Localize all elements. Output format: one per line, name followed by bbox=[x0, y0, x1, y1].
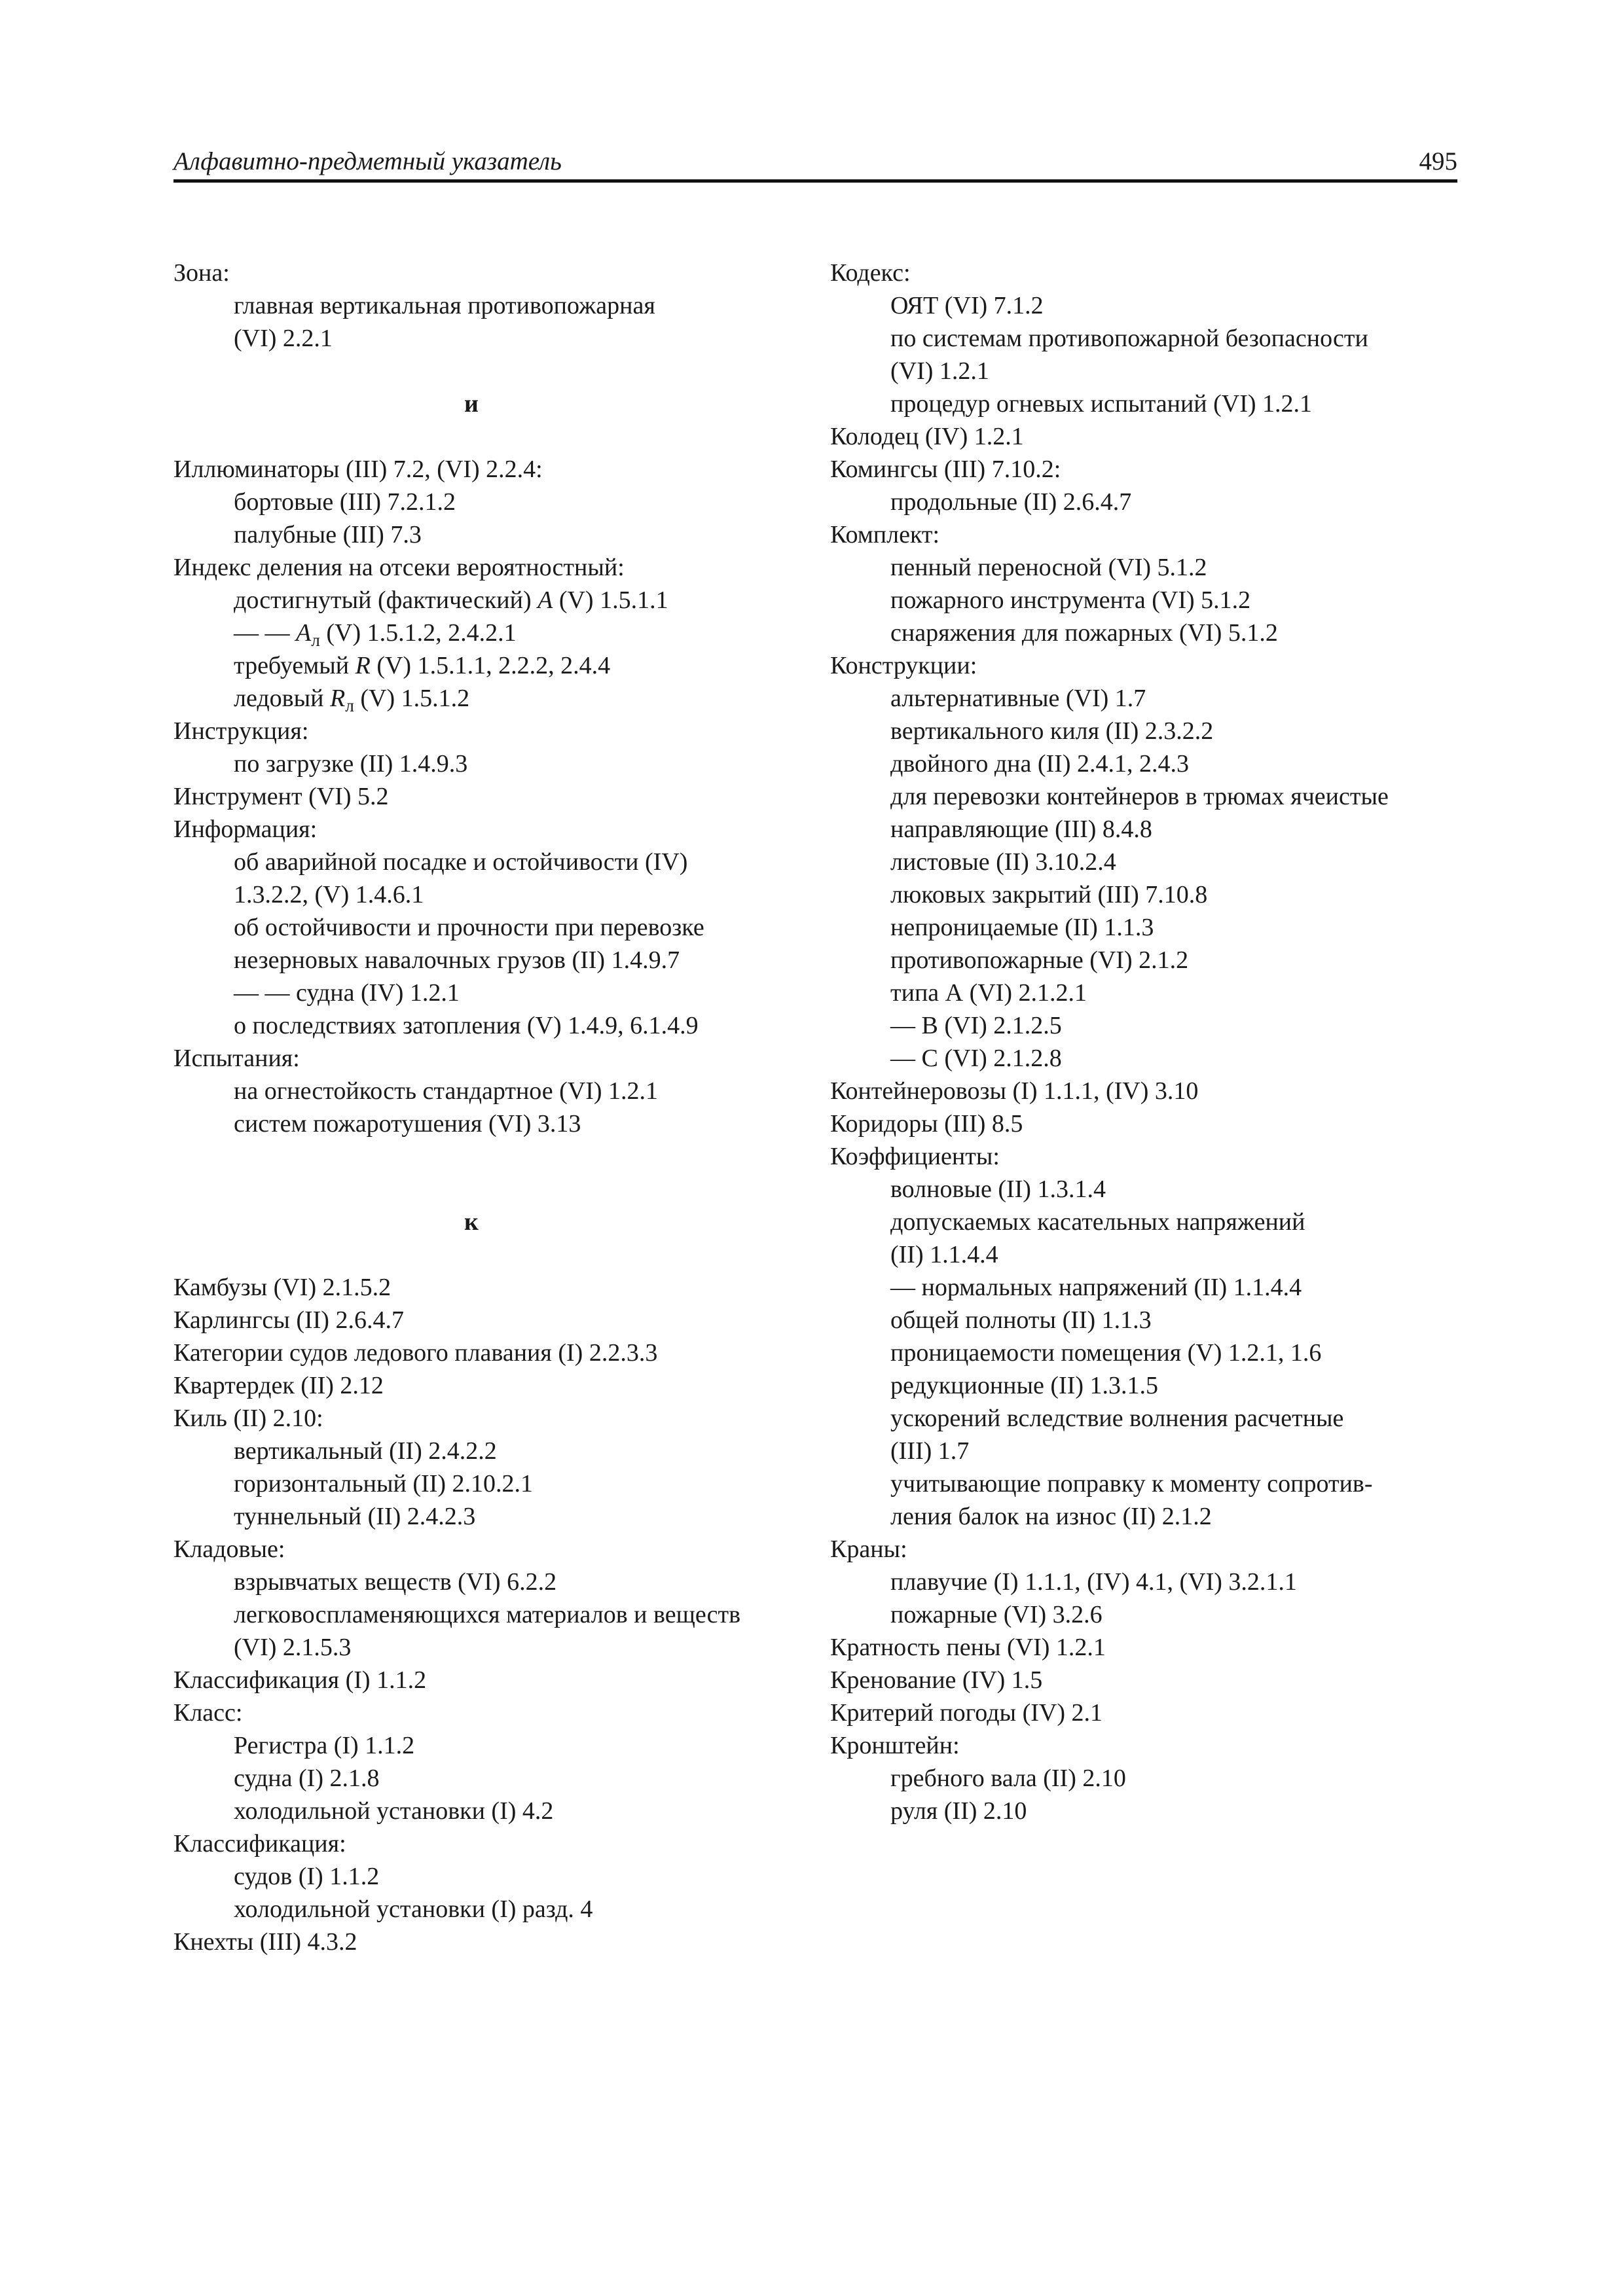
entry-text: (V) 1.5.1.1 bbox=[553, 586, 668, 614]
index-subentry: проницаемости помещения (V) 1.2.1, 1.6 bbox=[890, 1339, 1322, 1367]
index-subentry: — — судна (IV) 1.2.1 bbox=[234, 979, 460, 1007]
index-subentry: волновые (II) 1.3.1.4 bbox=[890, 1175, 1106, 1203]
index-subentry: по системам противопожарной безопасности bbox=[890, 325, 1368, 352]
index-subentry bbox=[173, 584, 815, 617]
index-subentry: процедур огневых испытаний (VI) 1.2.1 bbox=[890, 390, 1313, 418]
index-subentry: холодильной установки (I) разд. 4 bbox=[234, 1895, 593, 1923]
index-subentry: об остойчивости и прочности при перевозке bbox=[234, 914, 704, 941]
index-subentry: на огнестойкость стандартное (VI) 1.2.1 bbox=[234, 1077, 659, 1105]
index-entry-klass: Класс: bbox=[173, 1699, 243, 1727]
index-subentry: главная вертикальная противопожарная bbox=[234, 292, 655, 319]
index-subentry: непроницаемые (II) 1.1.3 bbox=[890, 914, 1154, 941]
index-entry-karlingsy: Карлингсы (II) 2.6.4.7 bbox=[173, 1306, 404, 1334]
index-entry-koridory: Коридоры (III) 8.5 bbox=[830, 1110, 1023, 1138]
index-entry-koefficienty: Коэффициенты: bbox=[830, 1143, 1000, 1170]
index-subentry: бортовые (III) 7.2.1.2 bbox=[234, 488, 456, 516]
index-subentry: горизонтальный (II) 2.10.2.1 bbox=[234, 1470, 533, 1498]
index-entry-kronshtein: Кронштейн: bbox=[830, 1732, 960, 1759]
index-subentry: пенный переносной (VI) 5.1.2 bbox=[890, 554, 1207, 581]
index-subentry: ОЯТ (VI) 7.1.2 bbox=[890, 292, 1044, 319]
index-subentry: общей полноты (II) 1.1.3 bbox=[890, 1306, 1152, 1334]
index-subentry: альтернативные (VI) 1.7 bbox=[890, 685, 1146, 712]
index-subentry: руля (II) 2.10 bbox=[890, 1797, 1027, 1825]
index-subentry: палубные (III) 7.3 bbox=[234, 521, 422, 548]
page-header bbox=[173, 143, 1457, 183]
index-subentry: плавучие (I) 1.1.1, (IV) 4.1, (VI) 3.2.1.1 bbox=[890, 1568, 1297, 1596]
index-entry-informaciya: Информация: bbox=[173, 816, 318, 843]
index-subentry: — нормальных напряжений (II) 1.1.4.4 bbox=[890, 1274, 1302, 1301]
entry-text: — — bbox=[234, 619, 296, 647]
index-entry-illuminatory: Иллюминаторы (III) 7.2, (VI) 2.2.4: bbox=[173, 456, 543, 483]
index-entry-kil: Киль (II) 2.10: bbox=[173, 1405, 323, 1432]
index-subentry: (VI) 1.2.1 bbox=[890, 357, 989, 385]
index-entry-konteinerovozy: Контейнеровозы (I) 1.1.1, (IV) 3.10 bbox=[830, 1077, 1199, 1105]
entry-text: (V) 1.5.1.2 bbox=[354, 685, 470, 712]
index-entry-knehty: Кнехты (III) 4.3.2 bbox=[173, 1928, 357, 1956]
index-subentry: снаряжения для пожарных (VI) 5.1.2 bbox=[890, 619, 1278, 647]
index-subentry: люковых закрытий (III) 7.10.8 bbox=[890, 881, 1208, 908]
index-subentry: о последствиях затопления (V) 1.4.9, 6.1.4.9 bbox=[234, 1012, 699, 1039]
index-entry-kolodec: Колодец (IV) 1.2.1 bbox=[830, 423, 1024, 450]
index-subentry: легковоспламеняющихся материалов и веществ bbox=[234, 1601, 741, 1628]
index-entry-zona: Зона: bbox=[173, 259, 230, 287]
index-subentry: продольные (II) 2.6.4.7 bbox=[890, 488, 1132, 516]
index-subentry: по загрузке (II) 1.4.9.3 bbox=[234, 750, 468, 778]
index-subentry: (VI) 2.1.5.3 bbox=[234, 1634, 352, 1661]
spacer bbox=[173, 1140, 815, 1206]
index-subentry: пожарного инструмента (VI) 5.1.2 bbox=[890, 586, 1251, 614]
symbol-a: A bbox=[296, 619, 312, 647]
index-entry-instrument: Инструмент (VI) 5.2 bbox=[173, 783, 389, 810]
index-subentry bbox=[173, 617, 815, 649]
index-subentry: гребного вала (II) 2.10 bbox=[890, 1765, 1126, 1792]
spacer bbox=[173, 355, 815, 387]
index-subentry: туннельный (II) 2.4.2.3 bbox=[234, 1503, 476, 1530]
index-subentry: учитывающие поправку к моменту сопротив- bbox=[890, 1470, 1373, 1498]
index-subentry: противопожарные (VI) 2.1.2 bbox=[890, 946, 1189, 974]
index-subentry: направляющие (III) 8.4.8 bbox=[890, 816, 1152, 843]
section-letter-i: и bbox=[464, 390, 479, 418]
index-entry-krany: Краны: bbox=[830, 1535, 907, 1563]
symbol-a: A bbox=[538, 586, 553, 614]
page-number: 495 bbox=[1419, 147, 1457, 175]
index-subentry: — В (VI) 2.1.2.5 bbox=[890, 1012, 1062, 1039]
index-subentry: редукционные (II) 1.3.1.5 bbox=[890, 1372, 1159, 1399]
index-subentry: для перевозки контейнеров в трюмах ячеистые bbox=[890, 783, 1389, 810]
index-entry-komingsy: Комингсы (III) 7.10.2: bbox=[830, 456, 1061, 483]
symbol-subscript: л bbox=[345, 696, 354, 716]
index-entry-instrukciya: Инструкция: bbox=[173, 717, 309, 745]
index-entry-kratnost: Кратность пены (VI) 1.2.1 bbox=[830, 1634, 1106, 1661]
index-subentry: вертикальный (II) 2.4.2.2 bbox=[234, 1437, 497, 1465]
spacer bbox=[173, 1238, 815, 1271]
index-subentry: (VI) 2.2.1 bbox=[234, 325, 333, 352]
index-entry-kriterij: Критерий погоды (IV) 2.1 bbox=[830, 1699, 1103, 1727]
index-subentry: незерновых навалочных грузов (II) 1.4.9.7 bbox=[234, 946, 680, 974]
index-subentry: Регистра (I) 1.1.2 bbox=[234, 1732, 415, 1759]
entry-text: ледовый bbox=[234, 685, 330, 712]
index-entry-kodeks: Кодекс: bbox=[830, 259, 911, 287]
index-column-left bbox=[173, 257, 815, 1958]
index-entry-kambuzy: Камбузы (VI) 2.1.5.2 bbox=[173, 1274, 392, 1301]
index-entry-konstrukcii: Конструкции: bbox=[830, 652, 977, 679]
index-entry-klassifikaciya: Классификация (I) 1.1.2 bbox=[173, 1666, 427, 1694]
symbol-subscript: л bbox=[311, 630, 320, 651]
index-subentry: вертикального киля (II) 2.3.2.2 bbox=[890, 717, 1214, 745]
index-subentry: систем пожаротушения (VI) 3.13 bbox=[234, 1110, 581, 1138]
entry-text: (V) 1.5.1.1, 2.2.2, 2.4.4 bbox=[370, 652, 611, 679]
index-subentry: взрывчатых веществ (VI) 6.2.2 bbox=[234, 1568, 557, 1596]
header-title: Алфавитно-предметный указатель bbox=[173, 147, 562, 175]
index-subentry: 1.3.2.2, (V) 1.4.6.1 bbox=[234, 881, 424, 908]
index-subentry: судна (I) 2.1.8 bbox=[234, 1765, 380, 1792]
index-entry-komplekt: Комплект: bbox=[830, 521, 940, 548]
section-letter-k: к bbox=[464, 1208, 479, 1236]
spacer bbox=[173, 420, 815, 453]
index-subentry: (II) 1.1.4.4 bbox=[890, 1241, 998, 1268]
symbol-r: R bbox=[329, 685, 346, 712]
index-subentry bbox=[173, 682, 815, 715]
index-subentry: двойного дна (II) 2.4.1, 2.4.3 bbox=[890, 750, 1189, 778]
index-subentry: холодильной установки (I) 4.2 bbox=[234, 1797, 554, 1825]
index-entry-krenovanie: Кренование (IV) 1.5 bbox=[830, 1666, 1043, 1694]
index-entry-indeks: Индекс деления на отсеки вероятностный: bbox=[173, 554, 625, 581]
index-subentry: ускорений вследствие волнения расчетные bbox=[890, 1405, 1344, 1432]
index-subentry bbox=[173, 649, 815, 682]
index-entry-kladovye: Кладовые: bbox=[173, 1535, 285, 1563]
index-subentry: — С (VI) 2.1.2.8 bbox=[890, 1045, 1062, 1072]
index-subentry: об аварийной посадке и остойчивости (IV) bbox=[234, 848, 688, 876]
index-subentry: (III) 1.7 bbox=[890, 1437, 970, 1465]
index-entry-ispytaniya: Испытания: bbox=[173, 1045, 300, 1072]
index-subentry: пожарные (VI) 3.2.6 bbox=[890, 1601, 1103, 1628]
index-subentry: типа А (VI) 2.1.2.1 bbox=[890, 979, 1087, 1007]
index-entry-kvarterdek: Квартердек (II) 2.12 bbox=[173, 1372, 384, 1399]
index-subentry: допускаемых касательных напряжений bbox=[890, 1208, 1305, 1236]
entry-text: (V) 1.5.1.2, 2.4.2.1 bbox=[319, 619, 517, 647]
index-entry-klassifikaciya-2: Классификация: bbox=[173, 1830, 346, 1857]
index-entry-kategorii: Категории судов ледового плавания (I) 2.2.3.3 bbox=[173, 1339, 658, 1367]
entry-text: достигнутый (фактический) bbox=[234, 586, 538, 614]
index-subentry: судов (I) 1.1.2 bbox=[234, 1863, 380, 1890]
entry-text: требуемый bbox=[234, 652, 356, 679]
index-column-right bbox=[830, 257, 1472, 1827]
index-subentry: ления балок на износ (II) 2.1.2 bbox=[890, 1503, 1212, 1530]
symbol-r: R bbox=[355, 652, 371, 679]
index-subentry: листовые (II) 3.10.2.4 bbox=[890, 848, 1116, 876]
